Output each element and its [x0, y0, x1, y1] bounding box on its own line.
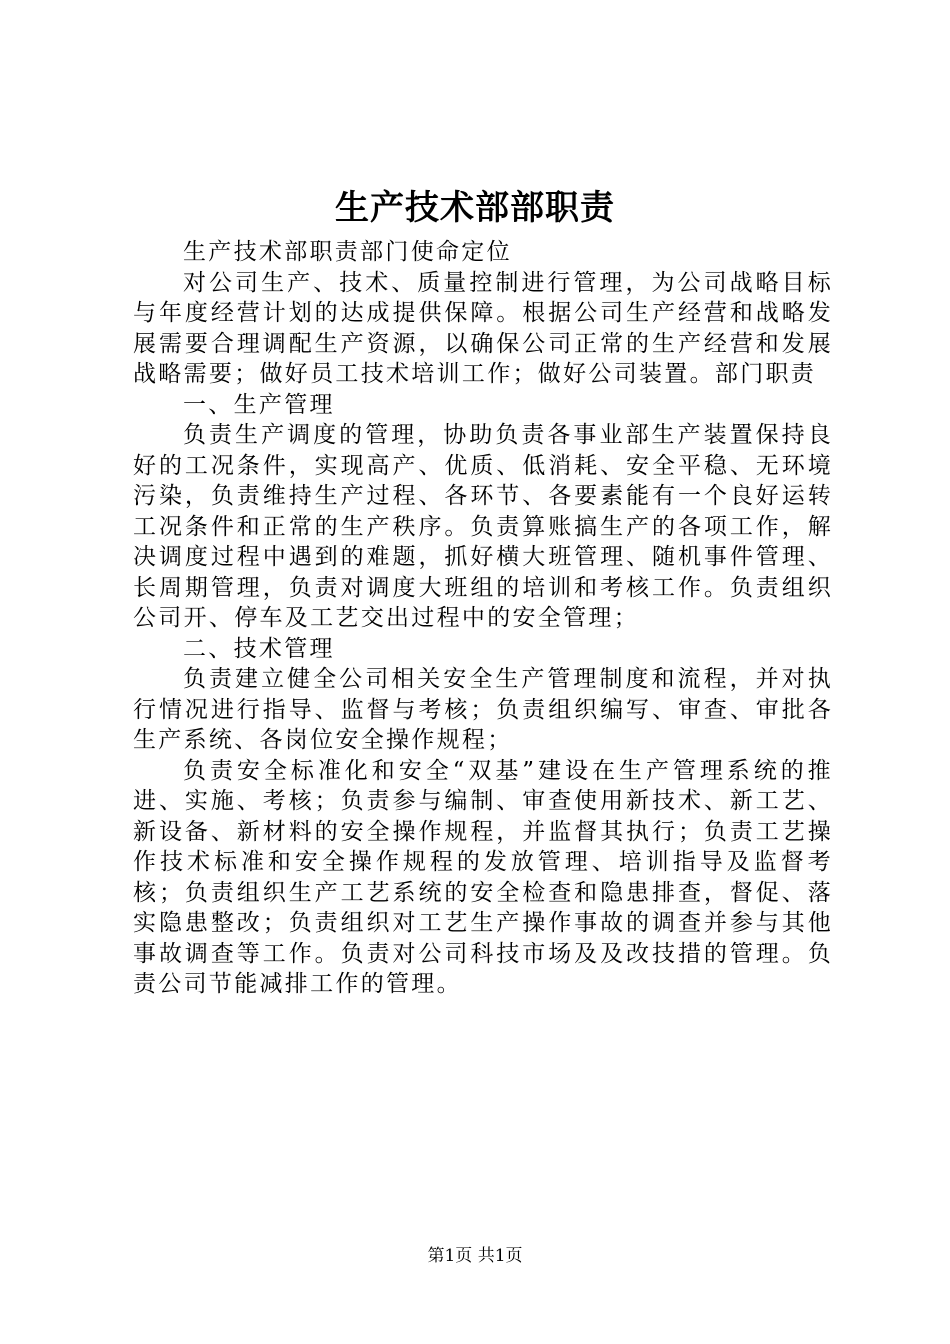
paragraph-technology-2: 负责安全标准化和安全“双基”建设在生产管理系统的推进、实施、考核；负责参与编制、审查使用新技术、新工艺、新设备、新材料的安全操作规程，并监督其执行；负责工艺操作技术标准和安全操作规程的发放管理、培训指导及监督考核；负责组织生产工艺系统的安全检查和隐患排查，督促、落实隐患整改；负责组织对工艺生产操作事故的调查并参与其他事故调查等工作。负责对公司科技市场及及改技措的管理。负责公司节能减排工作的管理。	[133, 757, 833, 997]
paragraph-mission: 对公司生产、技术、质量控制进行管理，为公司战略目标与年度经营计划的达成提供保障。根据公司生产经营和战略发展需要合理调配生产资源，以确保公司正常的生产经营和发展战略需要；做好员工技术培训工作；做好公司装置。部门职责	[133, 269, 833, 387]
paragraph-mission-heading: 生产技术部职责部门使命定位	[183, 239, 512, 265]
paragraph-production: 负责生产调度的管理，协助负责各事业部生产装置保持良好的工况条件，实现高产、优质、低消耗、安全平稳、无环境污染，负责维持生产过程、各环节、各要素能有一个良好运转工况条件和正常的生产秩序。负责算账搞生产的各项工作，解决调度过程中遇到的难题，抓好横大班管理、随机事件管理、长周期管理，负责对调度大班组的培训和考核工作。负责组织公司开、停车及工艺交出过程中的安全管理；	[133, 422, 833, 631]
document-body	[133, 237, 833, 1000]
section-heading-technology: 二、技术管理	[183, 635, 335, 662]
section-heading-production: 一、生产管理	[183, 391, 335, 418]
page-footer: 第1页 共1页	[427, 1246, 523, 1266]
paragraph-technology-1: 负责建立健全公司相关安全生产管理制度和流程，并对执行情况进行指导、监督与考核；负责组织编写、审查、审批各生产系统、各岗位安全操作规程；	[133, 666, 833, 753]
document-title: 生产技术部部职责	[335, 188, 615, 228]
